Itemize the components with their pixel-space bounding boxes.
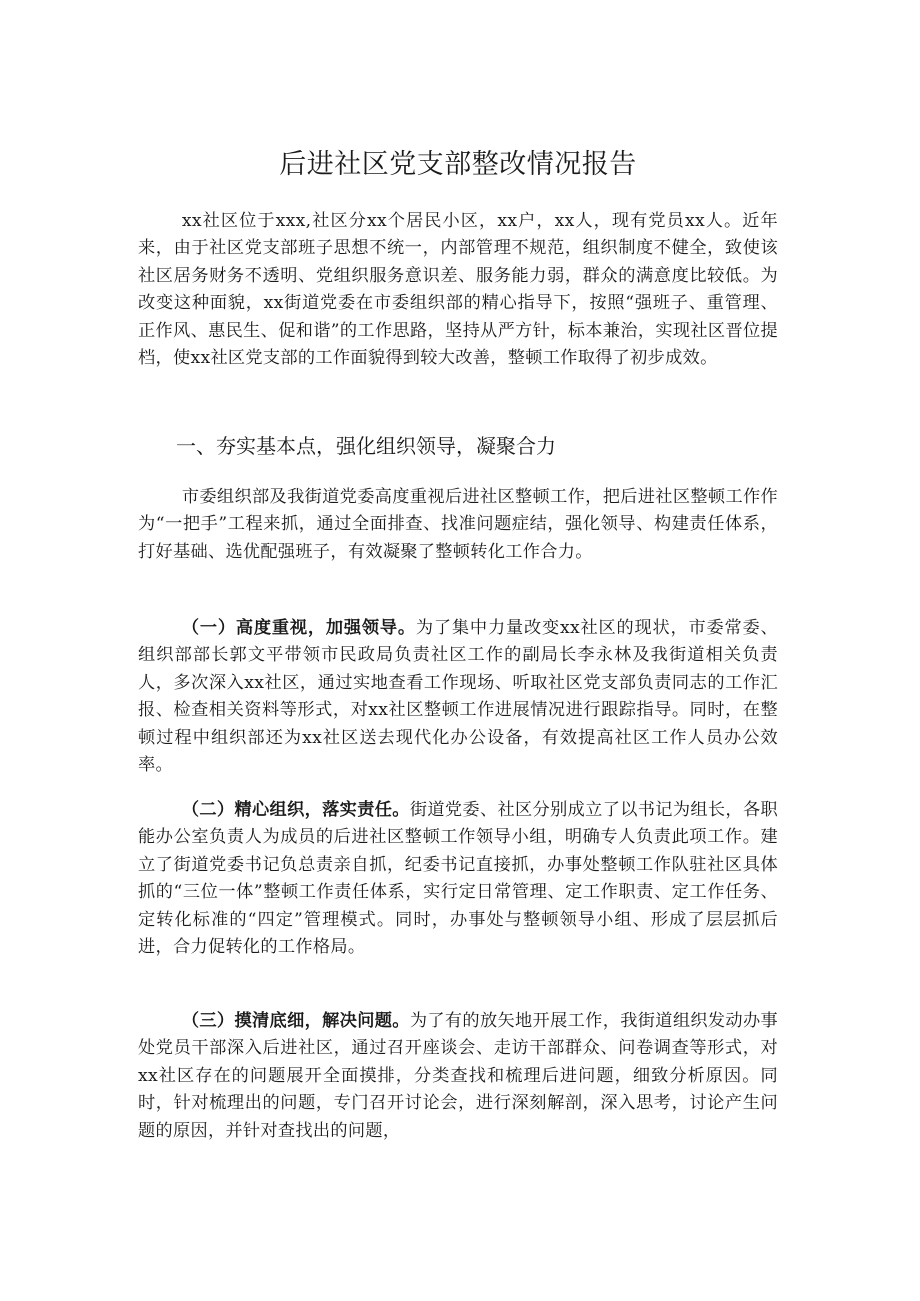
item-text-2: 街道党委、社区分别成立了以书记为组长，各职能办公室负责人为成员的后进社区整顿工作领导小组，明确专人负责此项工作。建立了街道党委书记负总责亲自抓，纪委书记直接抓，办事处整顿工作队驻社区具体抓的“三位一体”整顿工作责任体系，实行定日常管理、定工作职责、定工作任务、定转化标准的“四定”管理模式。同时，办事处与整顿领导小组、形成了层层抓后进，合力促转化的工作格局。: [138, 800, 778, 958]
item-paragraph-2: [138, 797, 778, 961]
section-heading: 一、夯实基本点，强化组织领导，凝聚合力: [176, 434, 556, 458]
item-lead-2: （二）精心组织，落实责任。: [181, 800, 410, 820]
item-text-3: 为了有的放矢地开展工作，我街道组织发动办事处党员干部深入后进社区，通过召开座谈会、走访干部群众、问卷调查等形式，对xx社区存在的问题展开全面摸排，分类查找和梳理后进问题，细致分析原因。同时，针对梳理出的问题，专门召开讨论会，进行深刻解剖，深入思考，讨论产生问题的原因，并针对查找出的问题，: [138, 1011, 778, 1141]
item-paragraph-3: [138, 1008, 778, 1145]
section-summary-paragraph: 市委组织部及我街道党委高度重视后进社区整顿工作，把后进社区整顿工作作为“一把手”工程来抓，通过全面排查、找准问题症结，强化领导、构建责任体系，打好基础、选优配强班子，有效凝聚了整顿转化工作合力。: [138, 487, 778, 562]
document-title: 后进社区党支部整改情况报告: [279, 149, 637, 180]
item-text-1: 为了集中力量改变xx社区的现状，市委常委、组织部部长郭文平带领市民政局负责社区工作的副局长李永林及我街道相关负责人，多次深入xx社区，通过实地查看工作现场、听取社区党支部负责同志的工作汇报、检查相关资料等形式，对xx社区整顿工作进展情况进行跟踪指导。同时，在整顿过程中组织部还为xx社区送去现代化办公设备，有效提高社区工作人员办公效率。: [138, 618, 778, 776]
item-lead-1: （一）高度重视，加强领导。: [181, 618, 416, 638]
item-paragraph-1: [138, 615, 778, 779]
intro-paragraph: xx社区位于xxx,社区分xx个居民小区，xx户，xx人，现有党员xx人。近年来，由于社区党支部班子思想不统一，内部管理不规范，组织制度不健全，致使该社区居务财务不透明、党组织服务意识差、服务能力弱，群众的满意度比较低。为改变这种面貌，xx街道党委在市委组织部的精心指导下，按照“强班子、重管理、正作风、惠民生、促和谐”的工作思路，坚持从严方针，标本兼治，实现社区晋位提档，使xx社区党支部的工作面貌得到较大改善，整顿工作取得了初步成效。: [138, 211, 778, 369]
item-lead-3: （三）摸清底细，解决问题。: [181, 1011, 410, 1031]
